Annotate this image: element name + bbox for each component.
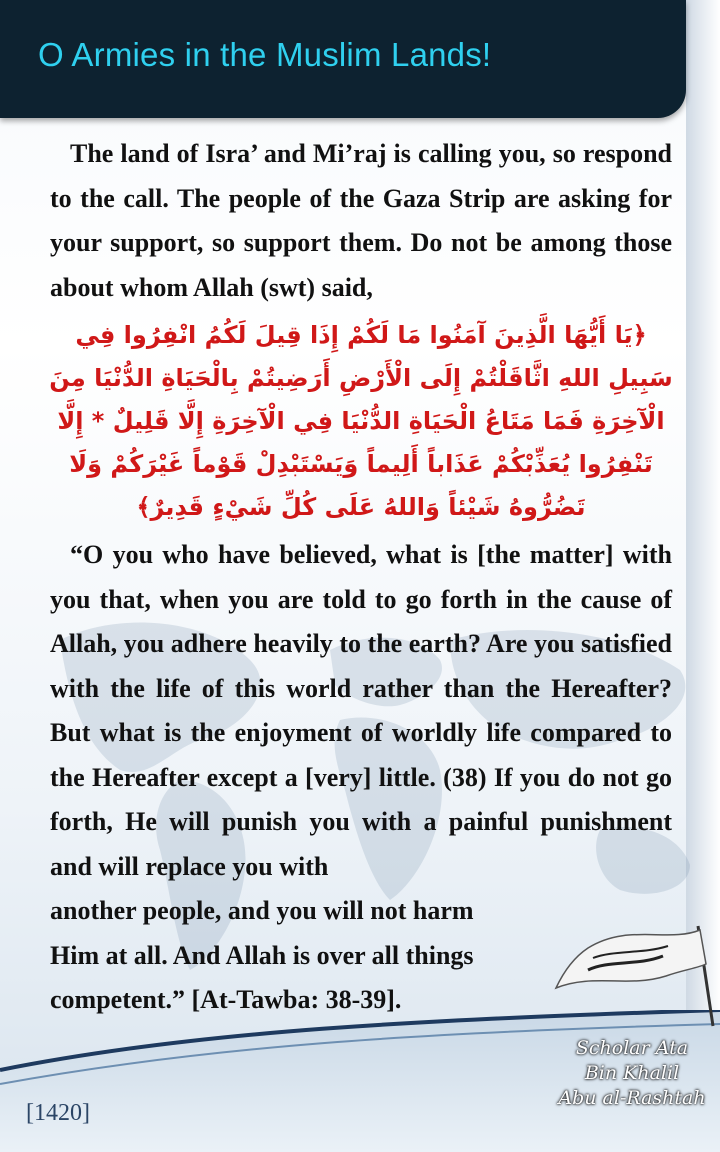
- title-banner: [0, 0, 686, 118]
- intro-paragraph: The land of Isra’ and Mi’raj is calling you, so respond to the call. The people of the Gaza Strip are asking for your support, so support them. Do not be among those about whom Allah (swt) said,: [50, 139, 672, 302]
- quran-verse-arabic: ﴿يَا أَيُّهَا الَّذِينَ آمَنُوا مَا لَكُمْ إِذَا قِيلَ لَكُمُ انْفِرُوا فِي سَبِيلِ اللهِ اثَّاقَلْتُمْ إِلَى الْأَرْضِ أَرَضِيتُمْ بِالْحَيَاةِ الدُّنْيَا مِنَ الْآخِرَةِ فَمَا مَتَاعُ الْحَيَاةِ الدُّنْيَا فِي الْآخِرَةِ إِلَّا قَلِيلٌ * إِلَّا تَنْفِرُوا يُعَذِّبْكُمْ عَذَاباً أَلِيماً وَيَسْتَبْدِلْ قَوْماً غَيْرَكُمْ وَلَا تَضُرُّوهُ شَيْئاً وَاللهُ عَلَى كُلِّ شَيْءٍ قَدِيرٌ﴾: [49, 321, 673, 521]
- verse-translation: “O you who have believed, what is [the matter] with you that, when you are told to go forth in the cause of Allah, you adhere heavily to the earth? Are you satisfied with the life of this world rather than the Hereafter? But what is the enjoyment of worldly life compared to the Hereafter except a [very] little. (38) If you do not go forth, He will punish you with a painful punishment and will replace you with: [50, 540, 672, 881]
- signature-line: Scholar Ata: [575, 1037, 689, 1059]
- author-signature: [546, 1036, 718, 1111]
- verse-translation-line: another people, and you will not harm: [50, 896, 474, 925]
- flag-icon: [548, 918, 718, 1028]
- page-title: O Armies in the Muslim Lands!: [38, 36, 492, 73]
- signature-line: Abu al-Rashtah: [558, 1087, 706, 1109]
- verse-citation: competent.” [At-Tawba: 38-39].: [50, 985, 402, 1014]
- verse-translation-line: Him at all. And Allah is over all things: [50, 940, 474, 970]
- page-number: [1420]: [26, 1100, 90, 1126]
- signature-line: Bin Khalil: [584, 1062, 680, 1084]
- article-body: [50, 132, 672, 1023]
